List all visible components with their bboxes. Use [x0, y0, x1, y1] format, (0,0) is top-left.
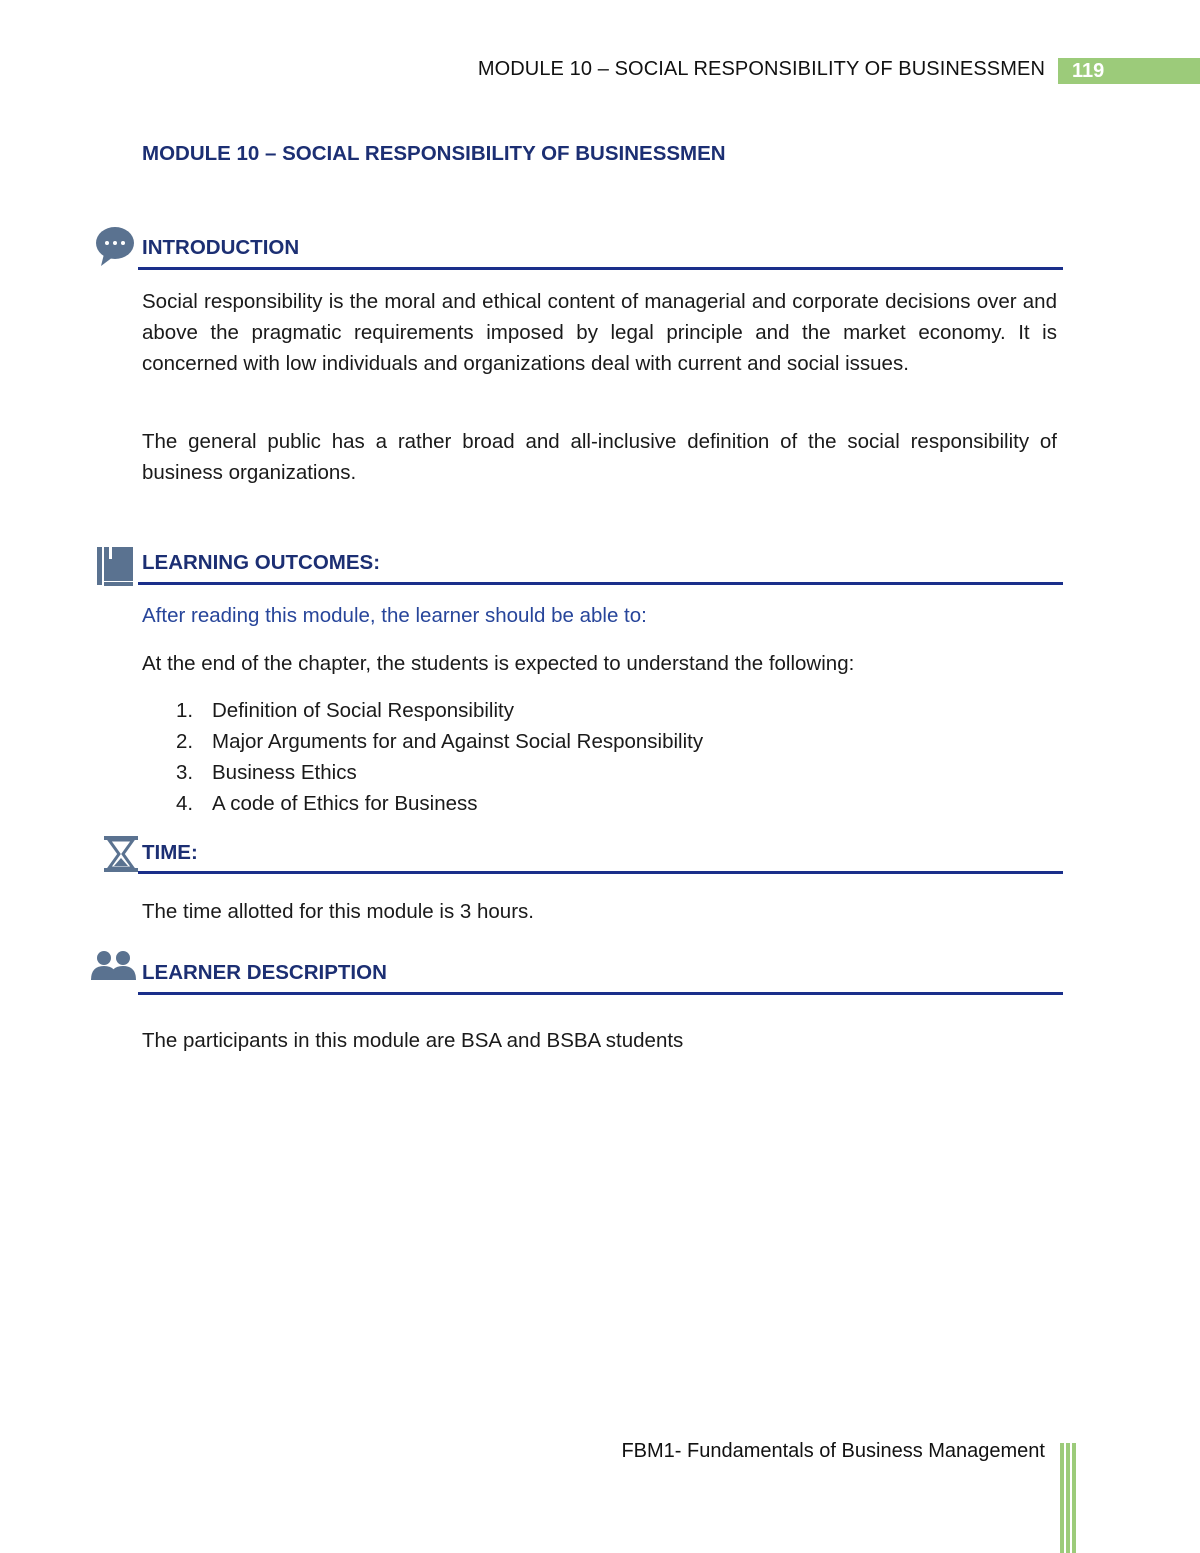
speech-bubble-icon [95, 226, 135, 268]
list-item [142, 726, 703, 757]
footer-decorative-bars [1060, 1443, 1076, 1553]
people-icon [91, 950, 137, 982]
introduction-paragraph-2: The general public has a rather broad and all-inclusive definition of the social responsibility of business organizations. [142, 430, 1057, 484]
list-item-number: 1. [176, 699, 194, 722]
introduction-rule [138, 267, 1063, 270]
learning-outcomes-list [142, 695, 703, 819]
list-item [142, 788, 703, 819]
list-item-number: 2. [176, 730, 194, 753]
learner-description-heading: LEARNER DESCRIPTION [142, 961, 387, 984]
list-item-number: 3. [176, 761, 194, 784]
list-item [142, 695, 703, 726]
footer-course-title: FBM1- Fundamentals of Business Management [621, 1440, 1045, 1462]
hourglass-icon [104, 836, 138, 872]
learner-description-text: The participants in this module are BSA and BSBA students [142, 1029, 684, 1052]
list-item-number: 4. [176, 792, 194, 815]
list-item-text: A code of Ethics for Business [212, 792, 478, 815]
running-header-title: MODULE 10 – SOCIAL RESPONSIBILITY OF BUSINESSMEN [477, 58, 1045, 80]
learning-outcomes-lead: After reading this module, the learner should be able to: [142, 604, 647, 627]
list-item-text: Definition of Social Responsibility [212, 699, 514, 722]
learning-outcomes-intro: At the end of the chapter, the students is expected to understand the following: [142, 652, 855, 675]
introduction-paragraph-1: Social responsibility is the moral and ethical content of managerial and corporate decisions over and above the pragmatic requirements imposed by legal principle and the market economy. It is concerned with low individuals and organizations deal with current and social issues. [142, 290, 1057, 375]
module-title: MODULE 10 – SOCIAL RESPONSIBILITY OF BUSINESSMEN [142, 142, 726, 165]
learning-outcomes-heading: LEARNING OUTCOMES: [142, 551, 381, 574]
time-heading: TIME: [142, 841, 198, 864]
list-item [142, 757, 703, 788]
list-item-text: Business Ethics [212, 761, 357, 784]
list-item-text: Major Arguments for and Against Social Responsibility [212, 730, 704, 753]
introduction-heading: INTRODUCTION [142, 236, 300, 259]
book-icon [97, 547, 135, 587]
time-text: The time allotted for this module is 3 hours. [142, 900, 534, 923]
learning-outcomes-rule [138, 582, 1063, 585]
learner-description-rule [138, 992, 1063, 995]
page-number-badge: 119 [1058, 58, 1200, 84]
time-rule [138, 871, 1063, 874]
